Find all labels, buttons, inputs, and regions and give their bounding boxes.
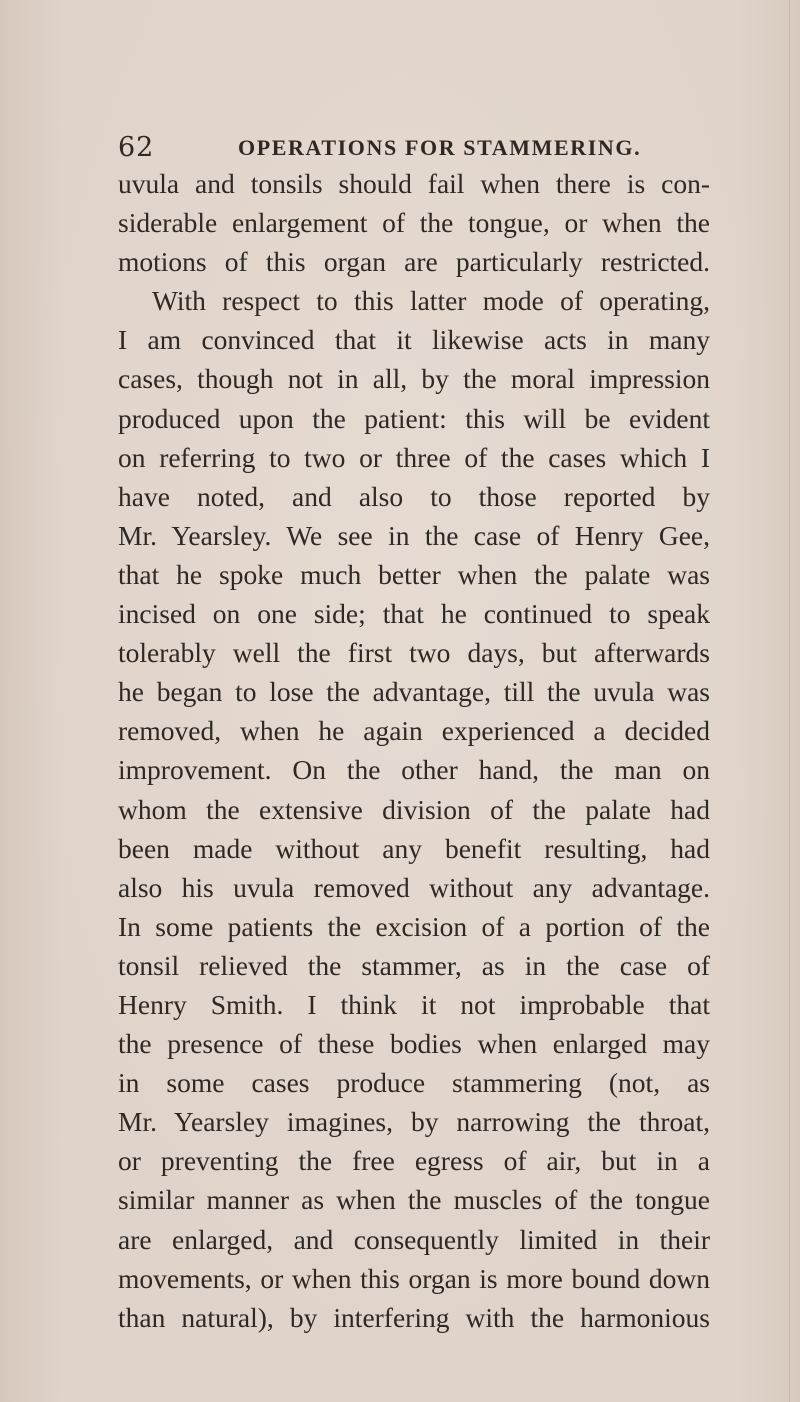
text-line: been made without any benefit resulting, had (118, 832, 710, 864)
body-text (118, 164, 710, 1337)
text-line: similar manner as when the muscles of the tongue (118, 1184, 710, 1216)
page-header (118, 132, 714, 168)
text-line: incised on one side; that he continued to speak (118, 598, 710, 630)
text-line: produced upon the patient: this will be evident (118, 402, 710, 434)
text-line: Mr. Yearsley. We see in the case of Henry Gee, (118, 519, 710, 551)
text-line: that he spoke much better when the palate was (118, 558, 710, 590)
text-line: tolerably well the first two days, but afterwards (118, 637, 710, 669)
text-line: removed, when he again experienced a decided (118, 715, 710, 747)
text-line: uvula and tonsils should fail when there is con- (118, 168, 710, 199)
text-line: movements, or when this organ is more bound down (118, 1262, 710, 1294)
text-line: motions of this organ are particularly restricted. (118, 246, 710, 278)
text-line: Henry Smith. I think it not improbable that (118, 988, 710, 1020)
page-edge (789, 0, 790, 1402)
text-line: he began to lose the advantage, till the uvula was (118, 676, 710, 708)
text-line: also his uvula removed without any advantage. (118, 871, 710, 903)
text-line: than natural), by interfering with the harmonious (118, 1301, 710, 1333)
text-line: Mr. Yearsley imagines, by narrowing the throat, (118, 1106, 710, 1138)
text-line: on referring to two or three of the cases which I (118, 441, 710, 473)
text-line: cases, though not in all, by the moral impression (118, 363, 710, 395)
text-line: With respect to this latter mode of operating, (152, 285, 710, 317)
text-line: In some patients the excision of a portion of the (118, 910, 710, 942)
text-line: tonsil relieved the stammer, as in the case of (118, 949, 710, 981)
text-line: whom the extensive division of the palate had (118, 793, 710, 825)
text-line: have noted, and also to those reported by (118, 480, 710, 512)
text-line: are enlarged, and consequently limited in their (118, 1223, 710, 1255)
text-line: in some cases produce stammering (not, as (118, 1067, 710, 1099)
text-line: siderable enlargement of the tongue, or when the (118, 207, 710, 239)
text-line: or preventing the free egress of air, but in a (118, 1145, 710, 1177)
page-number: 62 (118, 132, 155, 163)
text-line: improvement. On the other hand, the man on (118, 754, 710, 786)
running-head: OPERATIONS FOR STAMMERING. (238, 135, 642, 160)
text-line: I am convinced that it likewise acts in many (118, 324, 710, 356)
text-line: the presence of these bodies when enlarged may (118, 1028, 710, 1060)
